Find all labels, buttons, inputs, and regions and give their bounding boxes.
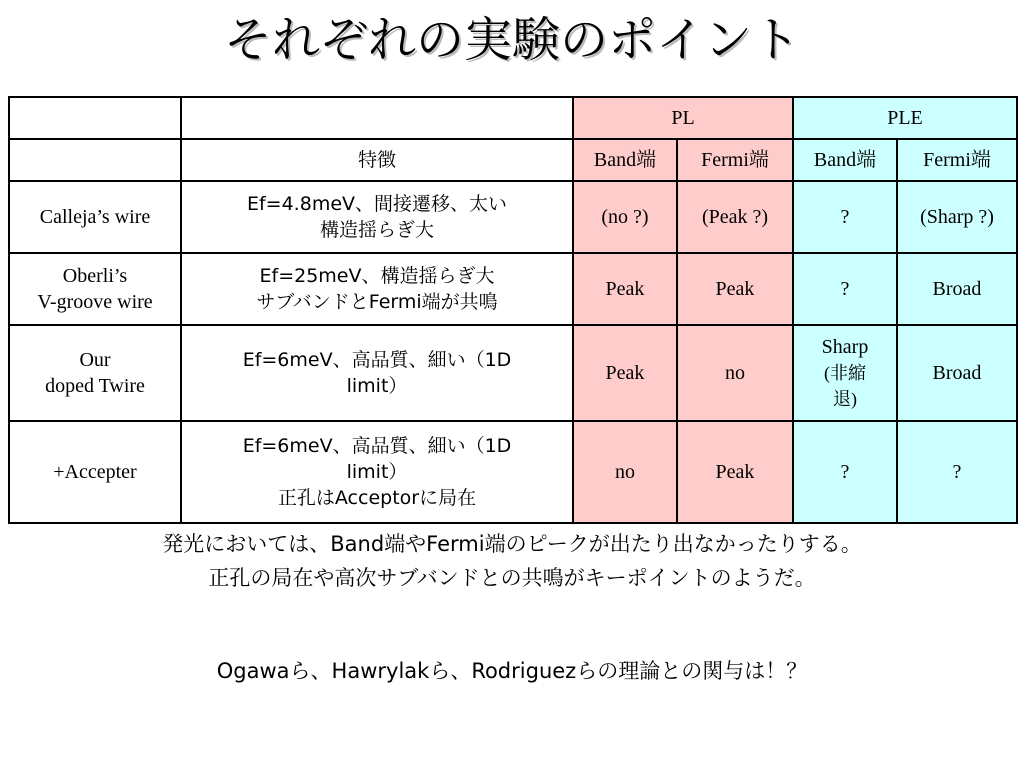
ple-group-header: PLE bbox=[793, 97, 1017, 139]
ple-band-edge-cell: ? bbox=[793, 421, 897, 523]
feature-line: Ef=25meV、構造揺らぎ大 bbox=[259, 265, 495, 287]
sample-name-line: V-groove wire bbox=[37, 291, 153, 313]
table-row bbox=[9, 325, 1017, 421]
feature-line: limit） bbox=[346, 375, 408, 397]
ple-fermi-edge-cell: Broad bbox=[897, 325, 1017, 421]
feature-cell bbox=[181, 253, 573, 325]
sample-name-line: Oberli’s bbox=[62, 265, 128, 287]
pl-fermi-edge-cell: Peak bbox=[677, 421, 793, 523]
pl-fermi-edge-header: Fermi端 bbox=[677, 139, 793, 181]
feature-cell bbox=[181, 325, 573, 421]
note-text: 発光においては、Band端やFermi端のピークが出たり出なかったりする。 bbox=[162, 532, 862, 556]
ple-band-edge-line: 退) bbox=[833, 389, 857, 409]
sample-name-line: Calleja’s wire bbox=[39, 206, 151, 228]
ple-band-edge-line: (非縮 bbox=[824, 363, 866, 383]
pl-band-edge-cell: no bbox=[573, 421, 677, 523]
note-line-1 bbox=[0, 528, 1024, 560]
page-title: それぞれの実験のポイント bbox=[223, 12, 800, 68]
note-text: 正孔の局在や高次サブバンドとの共鳴がキーポイントのようだ。 bbox=[208, 566, 816, 590]
table-row bbox=[9, 421, 1017, 523]
pl-fermi-edge-cell: (Peak ?) bbox=[677, 181, 793, 253]
pl-band-edge-cell: Peak bbox=[573, 253, 677, 325]
feature-line: Ef=6meV、高品質、細い（1D bbox=[242, 435, 512, 457]
ple-band-edge-header: Band端 bbox=[793, 139, 897, 181]
ple-band-edge-cell: ? bbox=[793, 253, 897, 325]
note-text: Ogawaら、Hawrylakら、Rodriguezらの理論との関与は！？ bbox=[216, 659, 808, 683]
empty-header-cell bbox=[181, 97, 573, 139]
pl-group-header: PL bbox=[573, 97, 793, 139]
table-row bbox=[9, 181, 1017, 253]
feature-line: limit） bbox=[346, 461, 408, 483]
ple-fermi-edge-cell: ? bbox=[897, 421, 1017, 523]
sample-name-line: doped Twire bbox=[45, 375, 145, 397]
empty-sample-header-cell bbox=[9, 139, 181, 181]
feature-header: 特徴 bbox=[181, 139, 573, 181]
ple-band-edge-cell: ? bbox=[793, 181, 897, 253]
feature-line: 構造揺らぎ大 bbox=[319, 219, 434, 241]
ple-fermi-edge-header: Fermi端 bbox=[897, 139, 1017, 181]
feature-line: Ef=4.8meV、間接遷移、太い bbox=[246, 193, 508, 215]
ple-band-edge-line: Sharp bbox=[821, 336, 869, 358]
pl-fermi-edge-cell: no bbox=[677, 325, 793, 421]
feature-cell bbox=[181, 421, 573, 523]
pl-band-edge-cell: (no ?) bbox=[573, 181, 677, 253]
note-line-3 bbox=[0, 655, 1024, 687]
sample-cell bbox=[9, 421, 181, 523]
sample-cell bbox=[9, 181, 181, 253]
ple-band-edge-cell bbox=[793, 325, 897, 421]
ple-fermi-edge-cell: (Sharp ?) bbox=[897, 181, 1017, 253]
table-header-row-groups bbox=[9, 97, 1017, 139]
pl-band-edge-header: Band端 bbox=[573, 139, 677, 181]
table-row bbox=[9, 253, 1017, 325]
comparison-table bbox=[8, 96, 1018, 524]
pl-fermi-edge-cell: Peak bbox=[677, 253, 793, 325]
sample-cell bbox=[9, 325, 181, 421]
pl-band-edge-cell: Peak bbox=[573, 325, 677, 421]
sample-name-line: Our bbox=[79, 349, 111, 371]
feature-line: Ef=6meV、高品質、細い（1D bbox=[242, 349, 512, 371]
ple-fermi-edge-cell: Broad bbox=[897, 253, 1017, 325]
sample-cell bbox=[9, 253, 181, 325]
table-header-row-subcolumns bbox=[9, 139, 1017, 181]
empty-corner-cell bbox=[9, 97, 181, 139]
feature-line: サブバンドとFermi端が共鳴 bbox=[256, 291, 498, 313]
feature-line: 正孔はAcceptorに局在 bbox=[277, 487, 477, 509]
feature-cell bbox=[181, 181, 573, 253]
note-line-2 bbox=[0, 562, 1024, 594]
sample-name-line: +Accepter bbox=[53, 461, 137, 483]
